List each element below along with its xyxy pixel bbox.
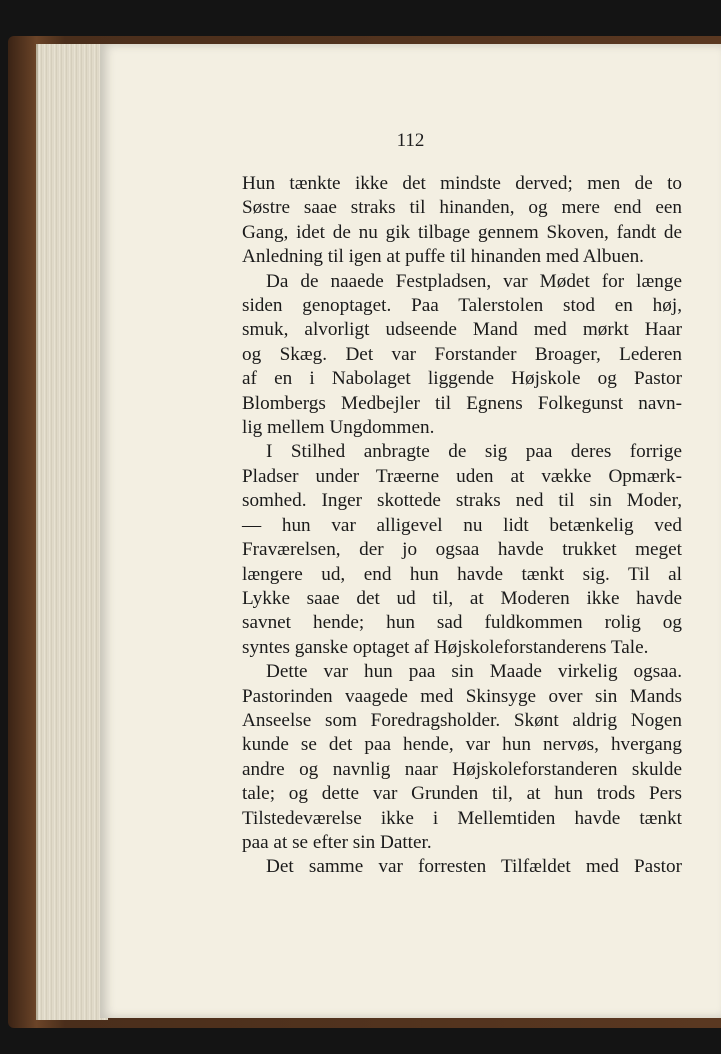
book-page: [100, 44, 721, 1018]
text-line: paa at se efter sin Datter.: [242, 831, 432, 853]
text-line: Tilstedeværelse ikke i Mellemtiden havde tænkt: [242, 807, 682, 829]
text-line: kunde se det paa hende, var hun nervøs, hvergang: [242, 734, 682, 756]
text-line: siden genoptaget. Paa Talerstolen stod en høj,: [242, 295, 682, 317]
page-edges: [36, 44, 108, 1020]
text-line: andre og navnlig naar Højskoleforstanderen skulde: [242, 758, 682, 780]
text-line: Gang, idet de nu gik tilbage gennem Skoven, fandt de: [242, 221, 682, 243]
text-line: Fraværelsen, der jo ogsaa havde trukket meget: [242, 539, 682, 561]
text-line: Hun tænkte ikke det mindste derved; men de to: [242, 173, 682, 194]
text-line: smuk, alvorligt udseende Mand med mørkt Haar: [242, 319, 682, 341]
text-line: Anseelse som Foredragsholder. Skønt aldrig Nogen: [242, 709, 682, 731]
text-line: I Stilhed anbragte de sig paa deres forrige: [266, 441, 682, 463]
text-line: — hun var alligevel nu lidt betænkelig ved: [242, 514, 682, 536]
text-line: Blombergs Medbejler til Egnens Folkegunst navn-: [242, 392, 682, 414]
text-line: lig mellem Ungdommen.: [242, 417, 435, 439]
text-line: Dette var hun paa sin Maade virkelig ogsaa.: [266, 661, 682, 683]
text-line: af en i Nabolaget liggende Højskole og Pastor: [242, 368, 682, 390]
text-line: savnet hende; hun sad fuldkommen rolig og: [242, 612, 682, 634]
text-line: Pladser under Træerne uden at vække Opmærk-: [242, 465, 682, 487]
text-line: somhed. Inger skottede straks ned til sin Moder,: [242, 490, 682, 512]
page-number: 112: [396, 130, 425, 151]
text-line: syntes ganske optaget af Højskoleforstanderens Tale.: [242, 636, 649, 658]
text-line: Anledning til igen at puffe til hinanden med Albuen.: [242, 246, 644, 268]
text-line: Søstre saae straks til hinanden, og mere end een: [242, 197, 682, 219]
body-text: [242, 172, 682, 880]
text-line: Lykke saae det ud til, at Moderen ikke havde: [242, 587, 682, 609]
text-line: Pastorinden vaagede med Skinsyge over sin Mands: [242, 685, 682, 707]
text-line: Da de naaede Festpladsen, var Mødet for længe: [266, 270, 682, 292]
text-line: og Skæg. Det var Forstander Broager, Lederen: [242, 343, 682, 365]
text-line: længere ud, end hun havde tænkt sig. Til al: [242, 563, 682, 585]
text-line: Det samme var forresten Tilfældet med Pastor: [266, 856, 682, 878]
text-line: tale; og dette var Grunden til, at hun trods Pers: [242, 783, 682, 805]
